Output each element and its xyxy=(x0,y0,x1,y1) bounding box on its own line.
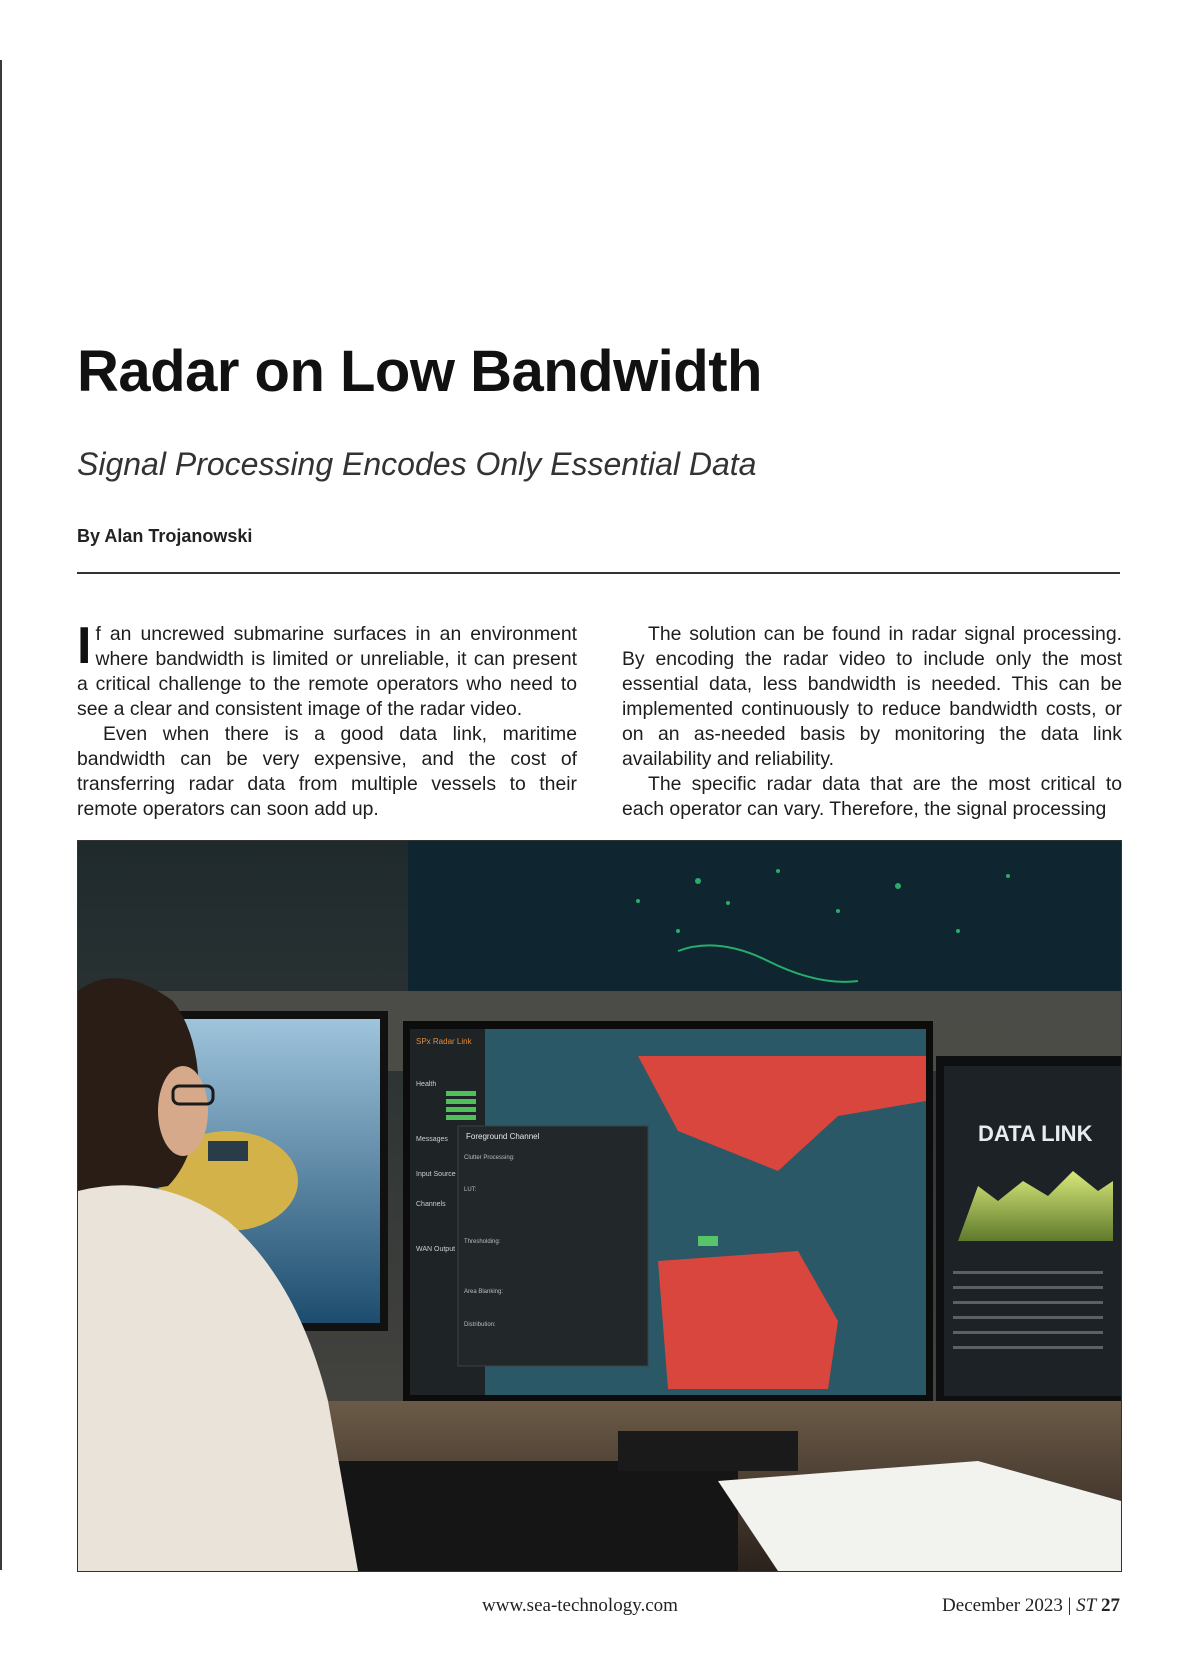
drop-cap: I xyxy=(77,617,92,675)
menu-channels: Channels xyxy=(416,1201,446,1208)
paragraph xyxy=(77,617,577,722)
menu-messages: Messages xyxy=(416,1136,448,1143)
paragraph: The solution can be found in radar signal processing. By encoding the radar video to include only the most essential data, less bandwidth is needed. This can be implemented continuously to reduce bandwidth costs, or on an as-needed basis by monitoring the data link availability and reliability. xyxy=(622,623,1122,770)
footer-issue-info xyxy=(942,1595,1120,1617)
page-edge-line xyxy=(0,60,2,1570)
operator-workstation-photo xyxy=(77,840,1122,1572)
article-subtitle: Signal Processing Encodes Only Essential Data xyxy=(77,446,757,482)
paragraph-text: f an uncrewed submarine surfaces in an environment where bandwidth is limited or unreliable, it can present a critical challenge to the remote operators who need to see a clear and consistent image of the radar video. xyxy=(77,623,577,720)
operator-face xyxy=(158,1066,208,1156)
radar-target xyxy=(698,1236,718,1246)
wall-display xyxy=(408,841,1121,991)
header-rule xyxy=(77,572,1120,574)
keyboard xyxy=(318,1461,738,1571)
footer-date: December 2023 xyxy=(942,1595,1063,1616)
panel-row: Distribution: xyxy=(464,1322,496,1328)
paragraph: Even when there is a good data link, maritime bandwidth can be very expensive, and the cost of transferring radar data from multiple vessels to their remote operators can soon add up. xyxy=(77,723,577,820)
vehicle-panel xyxy=(208,1141,248,1161)
menu-health: Health xyxy=(416,1081,437,1088)
app-title-text: SPx Radar Link xyxy=(416,1037,472,1046)
paragraph: The specific radar data that are the most critical to each operator can vary. Therefore, the signal processing xyxy=(622,773,1122,820)
photo-illustration xyxy=(78,841,1121,1571)
panel-row: Clutter Processing: xyxy=(464,1155,515,1161)
panel-title: Foreground Channel xyxy=(466,1132,540,1141)
page-number: 27 xyxy=(1101,1595,1120,1616)
right-column xyxy=(622,622,1122,822)
menu-input-source: Input Source xyxy=(416,1171,456,1178)
panel-row: Area Blanking: xyxy=(464,1289,504,1295)
footer-separator: | xyxy=(1067,1595,1072,1616)
panel-row: LUT: xyxy=(464,1187,477,1193)
panel-row: Thresholding: xyxy=(464,1239,501,1245)
article-title: Radar on Low Bandwidth xyxy=(77,339,762,404)
second-keyboard xyxy=(618,1431,798,1471)
menu-wan-output: WAN Output xyxy=(416,1246,456,1253)
foreground-channel-panel xyxy=(458,1126,648,1366)
footer-url: www.sea-technology.com xyxy=(482,1595,678,1616)
footer-magazine: ST xyxy=(1076,1595,1097,1616)
author-byline: By Alan Trojanowski xyxy=(77,526,253,546)
data-link-heading: DATA LINK xyxy=(978,1121,1093,1146)
left-column xyxy=(77,617,577,822)
